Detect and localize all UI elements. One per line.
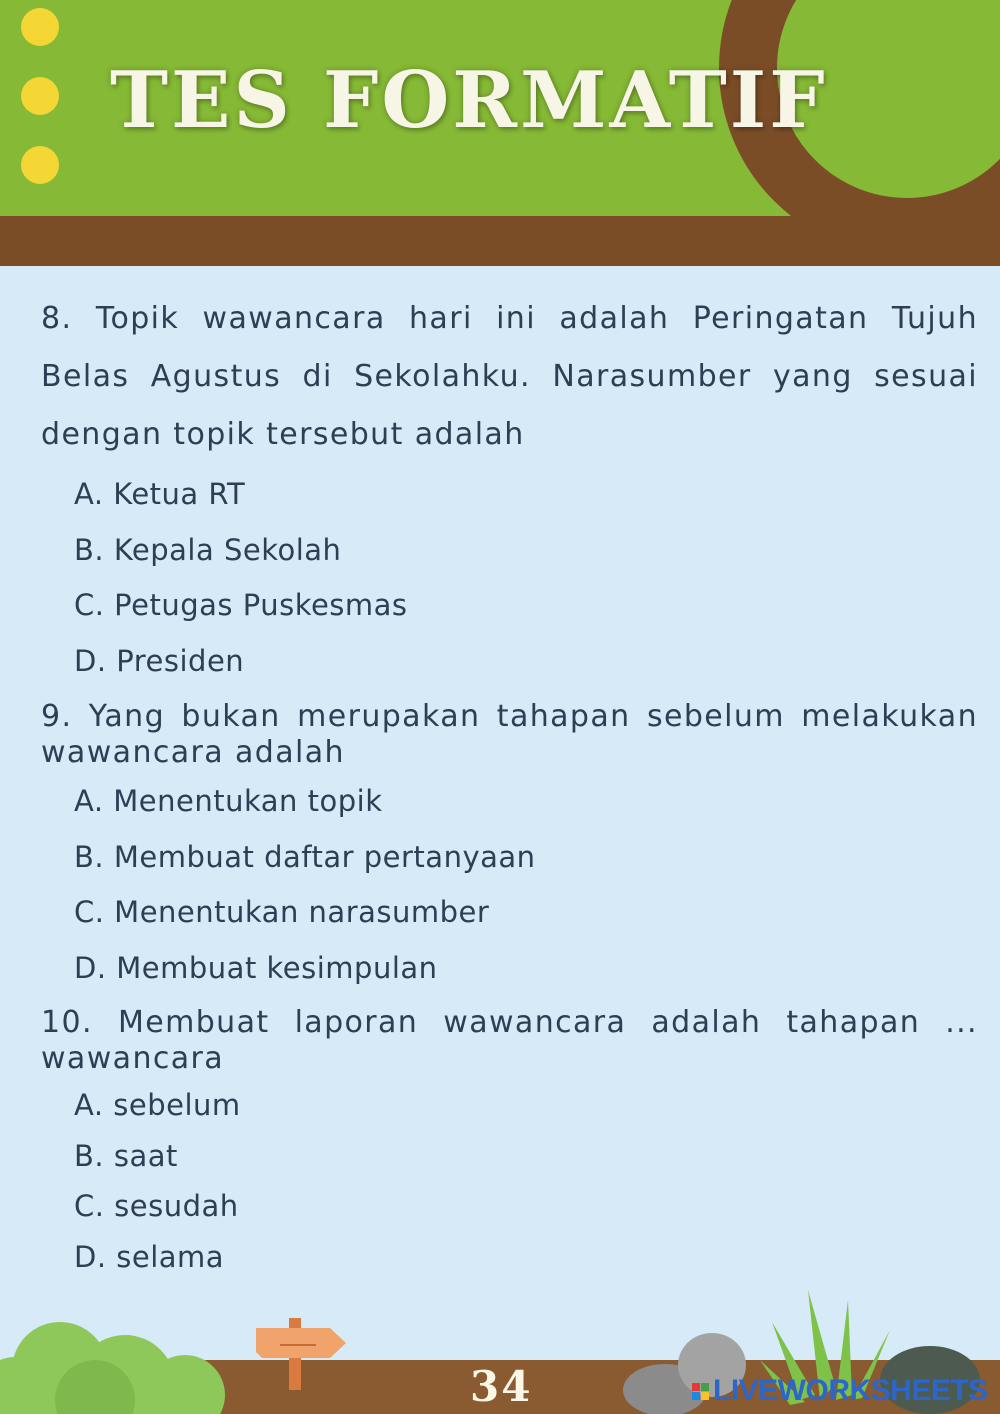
option-9c[interactable]: C. Menentukan narasumber [74, 895, 490, 929]
question-10: 10. Membuat laporan wawancara adalah tahapan ... wawancara [41, 1005, 978, 1076]
page-title: TES FORMATIF [110, 55, 828, 146]
option-8b[interactable]: B. Kepala Sekolah [74, 532, 342, 567]
question-8: 8. Topik wawancara hari ini adalah Peringatan Tujuh Belas Agustus di Sekolahku. Narasumber yang sesuai dengan topik tersebut adalah [41, 301, 978, 452]
option-10d[interactable]: D. selama [74, 1239, 225, 1274]
option-10b[interactable]: B. saat [74, 1138, 178, 1173]
option-9a[interactable]: A. Menentukan topik [74, 784, 383, 818]
watermark [692, 1374, 988, 1408]
question-9: 9. Yang bukan merupakan tahapan sebelum melakukan wawancara adalah [41, 699, 978, 770]
option-8d[interactable]: D. Presiden [74, 643, 245, 678]
option-9d[interactable]: D. Membuat kesimpulan [74, 950, 438, 985]
watermark-text: LIVEWORKSHEETS [713, 1374, 988, 1407]
option-8c[interactable]: C. Petugas Puskesmas [74, 588, 408, 622]
liveworksheets-logo-icon [692, 1383, 709, 1400]
option-10c[interactable]: C. sesudah [74, 1189, 239, 1223]
page-number: 34 [470, 1362, 533, 1411]
signpost-icon [256, 1318, 346, 1390]
option-8a[interactable]: A. Ketua RT [74, 477, 246, 511]
bush-icon [0, 1322, 225, 1414]
option-10a[interactable]: A. sebelum [74, 1088, 241, 1122]
option-9b[interactable]: B. Membuat daftar pertanyaan [74, 839, 536, 874]
